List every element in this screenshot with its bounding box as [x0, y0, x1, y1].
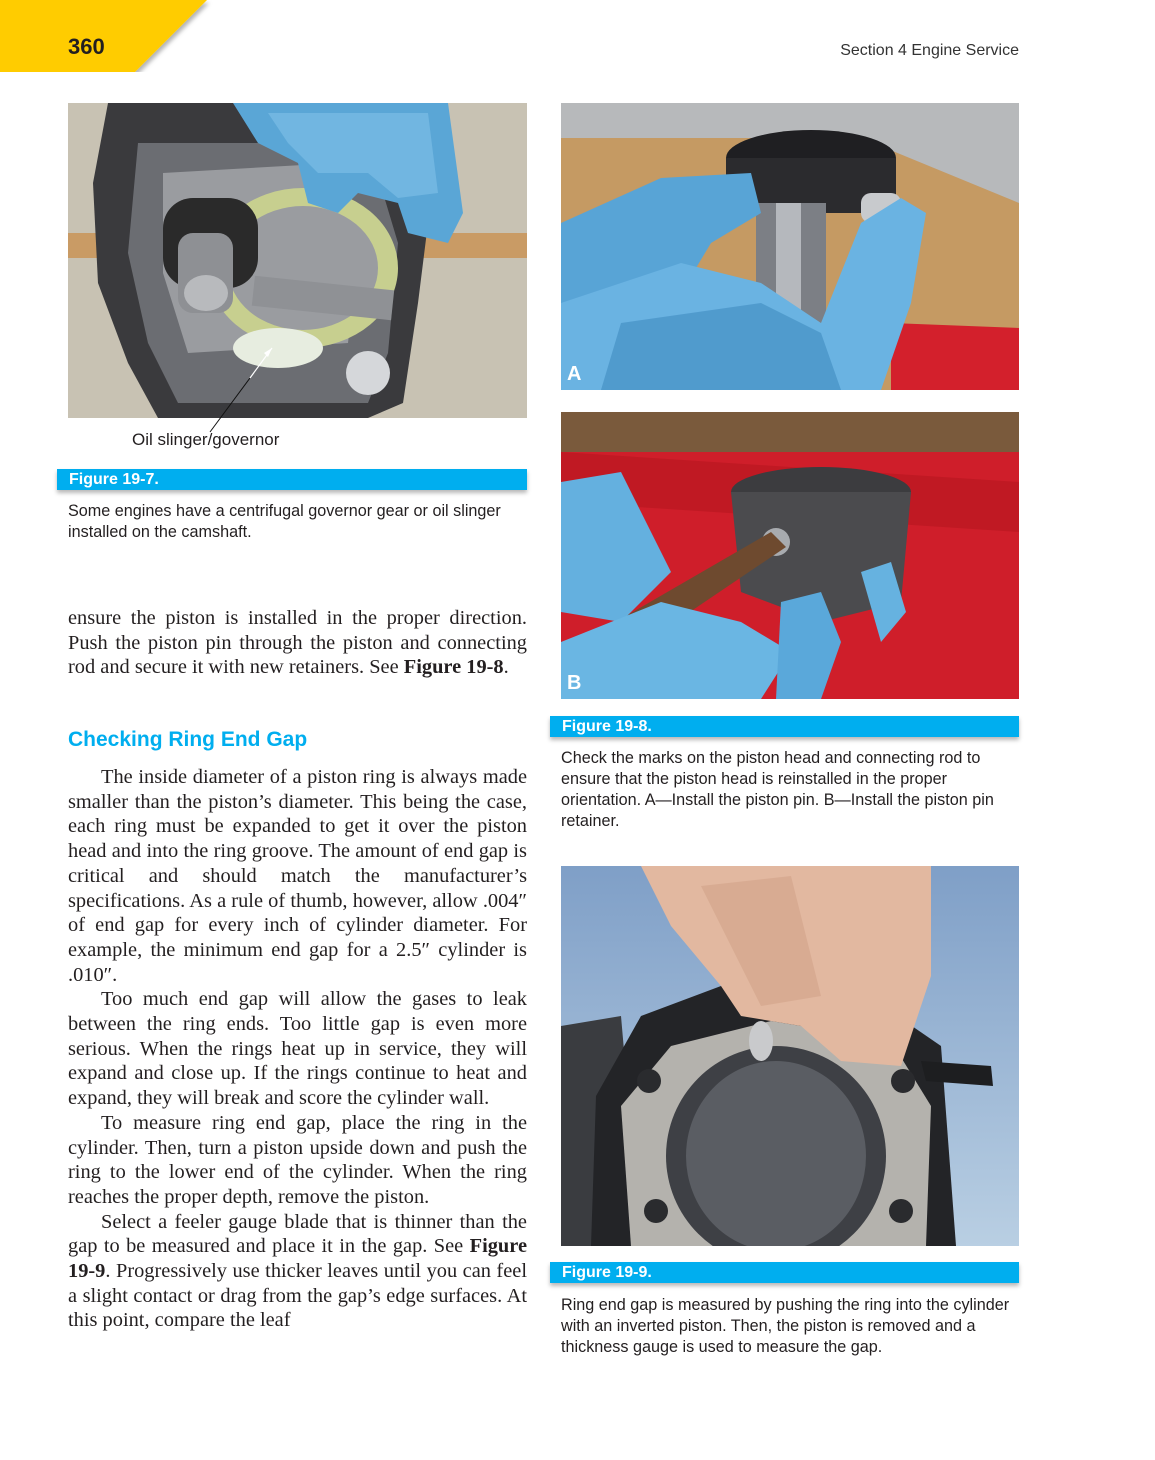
figure-19-7-label: Figure 19-7. — [69, 471, 159, 488]
figure-19-9-label: Figure 19-9. — [562, 1264, 652, 1281]
figure-19-8b-photo — [561, 412, 1019, 699]
figure-19-7-photo — [68, 103, 527, 418]
section-heading: Checking Ring End Gap — [68, 728, 308, 751]
figure-19-9-photo — [561, 866, 1019, 1246]
intro-text: ensure the piston is installed in the proper direction. Push the piston pin through the piston and connecting rod and secure it with new retainers. See — [68, 607, 527, 679]
body-intro-paragraph — [68, 606, 527, 680]
figure-reference-19-8: Figure 19-8 — [403, 656, 504, 679]
body-section-text — [68, 765, 527, 1333]
figure-19-8a-photo — [561, 103, 1019, 390]
page-number-tab — [0, 0, 215, 72]
figure-19-9-caption: Ring end gap is measured by pushing the ring into the cylinder with an inverted piston. Then, the piston is removed and a thickness gauge is used to measure the gap. — [561, 1296, 1010, 1356]
figure-19-7-caption: Some engines have a centrifugal governor gear or oil slinger installed on the camshaft. — [68, 502, 501, 541]
paragraph: Too much end gap will allow the gases to leak between the ring ends. Too little gap is even more serious. When the rings heat up in service, they will expand and close up. If the rings continue to heat and expand, they will break and score the cylinder wall. — [68, 988, 527, 1110]
paragraph-last — [68, 1210, 527, 1334]
callout-leader-line — [200, 320, 280, 435]
figure-19-8-label: Figure 19-8. — [562, 718, 652, 735]
figure-reference-19-9: Figure 19-9 — [68, 1235, 527, 1283]
page-number: 360 — [68, 34, 105, 59]
last-text: Select a feeler gauge blade that is thinner than the gap to be measured and place it in the gap. See — [68, 1210, 527, 1258]
figure-19-9-label-bar — [550, 1262, 1019, 1283]
paragraph: To measure ring end gap, place the ring in the cylinder. Then, turn a piston upside down and push the ring to the lower end of the cylinder. When the ring reaches the proper depth, remove the piston. — [68, 1111, 527, 1208]
figure-19-8-caption: Check the marks on the piston head and connecting rod to ensure that the piston head is reinstalled in the proper orientation. A—Install the piston pin. B—Install the piston pin retainer. — [561, 749, 994, 830]
paragraph: The inside diameter of a piston ring is always made smaller than the piston’s diameter. This being the case, each ring must be expanded to get it over the piston head and into the ring groove. The amount of end gap is critical and should match the manufacturer’s specifications. As a rule of thumb, however, allow .004″ of end gap for every inch of cylinder diameter. For example, the minimum end gap for a 2.5″ cylinder is .010″. — [68, 766, 527, 986]
intro-text-end: . — [503, 656, 509, 679]
panel-letter-b: B — [567, 672, 582, 694]
figure-19-8-label-bar — [550, 716, 1019, 737]
figure-19-7-label-bar — [57, 469, 527, 490]
panel-letter-a: A — [567, 363, 582, 385]
running-head: Section 4 Engine Service — [840, 42, 1019, 59]
callout-oil-slinger: Oil slinger/governor — [132, 430, 280, 449]
last-text-end: . Progressively use thicker leaves until you can feel a slight contact or drag from the gap’s edge surfaces. At this point, compare the leaf — [68, 1260, 527, 1332]
